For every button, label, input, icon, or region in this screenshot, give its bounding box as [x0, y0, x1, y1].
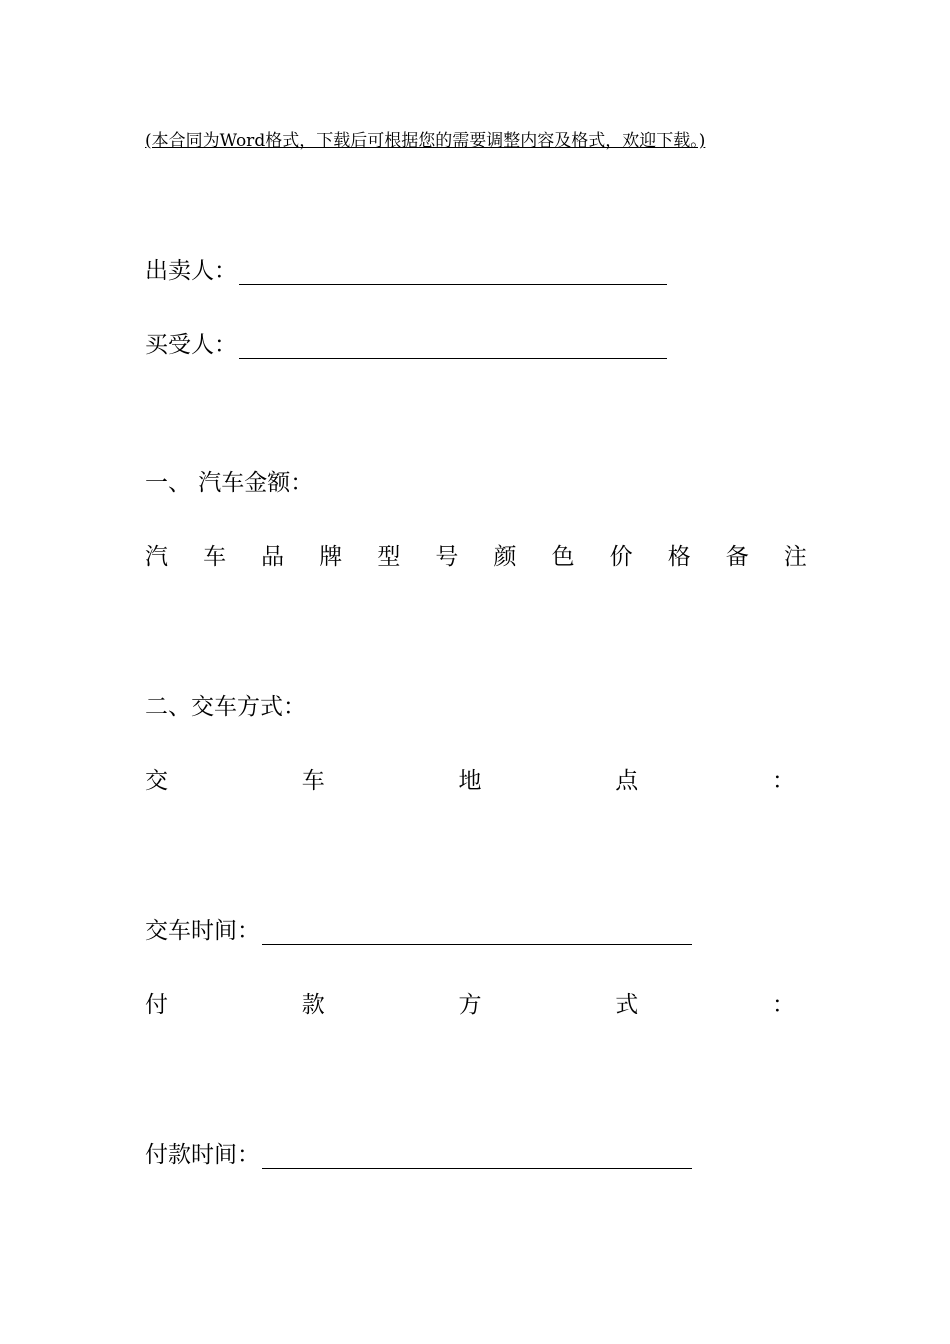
- payment-method-char: 款: [301, 992, 325, 1018]
- car-amount-columns: [145, 538, 807, 571]
- delivery-place-char: 车: [301, 768, 325, 794]
- seller-blank[interactable]: [239, 260, 667, 285]
- format-notice: (本合同为Word格式，下载后可根据您的需要调整内容及格式，欢迎下载。): [145, 131, 706, 151]
- delivery-place-char: 点: [615, 768, 639, 794]
- delivery-time-field: [145, 912, 692, 945]
- column-char: 色: [551, 544, 575, 570]
- buyer-label: 买受人：: [145, 332, 237, 358]
- payment-method-char: 方: [458, 992, 482, 1018]
- column-char: 格: [667, 544, 691, 570]
- column-char: 备: [725, 544, 749, 570]
- payment-method-line: [145, 986, 795, 1019]
- seller-label: 出卖人：: [145, 258, 237, 284]
- section2-title: 二、交车方式：: [145, 694, 306, 720]
- column-char: 型: [377, 544, 401, 570]
- payment-method-char: ：: [772, 992, 795, 1018]
- column-char: 价: [609, 544, 633, 570]
- column-char: 车: [203, 544, 227, 570]
- payment-time-field: [145, 1136, 692, 1169]
- seller-field: [145, 252, 667, 285]
- column-char: 号: [435, 544, 459, 570]
- payment-time-label: 付款时间：: [145, 1142, 260, 1168]
- delivery-time-label: 交车时间：: [145, 918, 260, 944]
- payment-method-char: 式: [615, 992, 639, 1018]
- column-char: 汽: [145, 544, 168, 570]
- delivery-place-char: ：: [772, 768, 795, 794]
- delivery-place-line: [145, 762, 795, 795]
- column-char: 牌: [319, 544, 343, 570]
- delivery-place-char: 地: [458, 768, 482, 794]
- delivery-place-char: 交: [145, 768, 168, 794]
- column-char: 注: [783, 544, 807, 570]
- column-char: 颜: [493, 544, 517, 570]
- buyer-field: [145, 326, 667, 359]
- payment-time-blank[interactable]: [262, 1144, 692, 1169]
- section1-title: 一、 汽车金额：: [145, 470, 314, 496]
- payment-method-char: 付: [145, 992, 168, 1018]
- column-char: 品: [261, 544, 285, 570]
- delivery-time-blank[interactable]: [262, 920, 692, 945]
- buyer-blank[interactable]: [239, 334, 667, 359]
